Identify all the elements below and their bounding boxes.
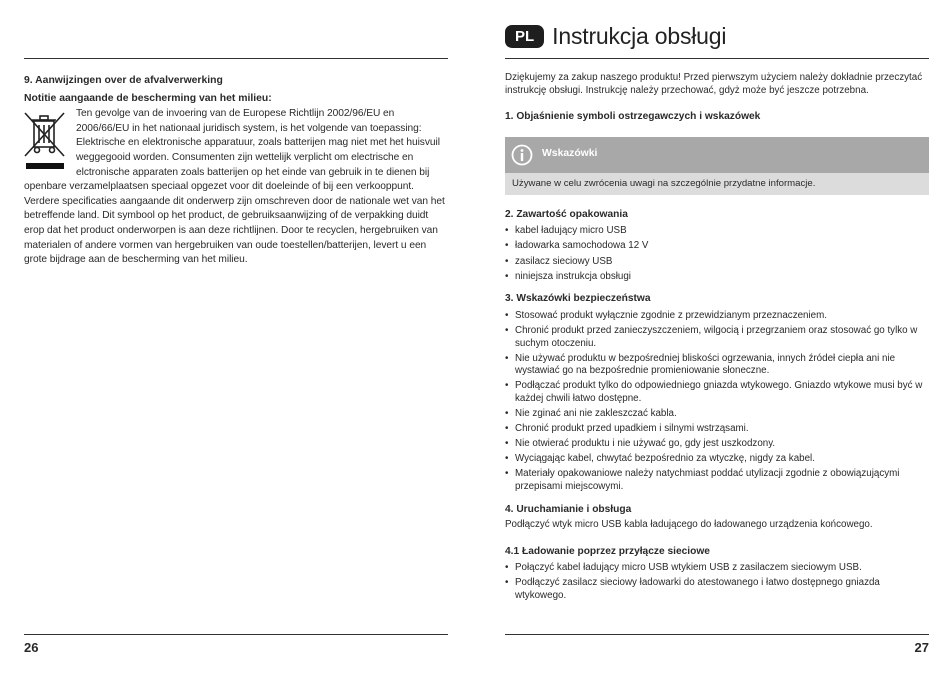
manual-content [505,72,929,605]
top-rule-left [24,58,448,59]
list-item: • Podłączyć zasilacz sieciowy ładowarki do atestowanego i łatwo dostępnego gniazda wtykowego. [505,577,929,602]
list-item: • Połączyć kabel ładujący micro USB wtykiem USB z zasilaczem sieciowym USB. [505,562,929,575]
section-4-1-title: 4.1 Ładowanie poprzez przyłącze sieciowe [505,545,710,557]
page-title: Instrukcja obsługi [552,22,727,49]
crossed-out-wheelie-bin-icon [22,110,70,174]
bottom-rule-right [505,634,929,635]
list-item: • Nie zginać ani nie zakleszczać kabla. [505,408,929,421]
info-icon [511,144,533,166]
list-item: • Nie używać produktu w bezpośredniej bliskości ogrzewania, innych źródeł ciepła ani nie wystawiać go na bezpośrednie promieniowanie słoneczne. [505,353,929,378]
package-contents-list [505,225,929,283]
disposal-section-title: 9. Aanwijzingen over de afvalverwerking [24,75,223,86]
disposal-section [24,74,448,268]
list-item: • Materiały opakowaniowe należy natychmiast poddać utylizacji zgodnie z obowiązującymi przepisami miejscowymi. [505,468,929,493]
list-item: • zasilacz sieciowy USB [505,256,929,269]
list-item: • niniejsza instrukcja obsługi [505,271,929,284]
safety-list [505,310,929,494]
language-badge: PL [505,25,544,48]
right-page [475,0,950,682]
page-number-left: 26 [24,640,39,655]
environment-note-paragraph: Ten gevolge van de invoering van de Europese Richtlijn 2002/96/EU en 2006/66/EU in het nationaal juridisch system, is het volgende van toepassing: Elektrische en elektronische apparatuur, zoals batterijen mag niet met het huisvuil weggegooid worden. Consumenten zijn wettelijk verplicht om electrische en elctronische apparaten zoals batterijen op het einde van gebruik in te dienen bij openbare verzamelplaatsen speciaal opgezet voor dit doeleinde of bij een verkooppunt. Verdere specificaties aangaande dit onderwerp zijn omschreven door de nationale wet van het betreffende land. Dit symbool op het product, de gebruiksaanwijzing of de verpakking duidt erop dat het product onderworpen is aan deze richtlijnen. Door te recyclen, hergebruiken van materialen of andere vormen van hergebruiken van oude toestellen/batterijen, levert u een grote bijdrage aan de bescherming van het milieu. [24,108,445,266]
section-2-title: 2. Zawartość opakowania [505,208,628,220]
section-3-title: 3. Wskazówki bezpieczeństwa [505,293,651,305]
list-item: • Stosować produkt wyłącznie zgodnie z przewidzianym przeznaczeniem. [505,310,929,323]
list-item: • kabel ładujący micro USB [505,225,929,238]
environment-note-title: Notitie aangaande de bescherming van het milieu: [24,92,272,104]
list-item: • Nie otwierać produktu i nie używać go, gdy jest uszkodzony. [505,438,929,451]
list-item: • Chronić produkt przed upadkiem i silnymi wstrząsami. [505,423,929,436]
note-label: Wskazówki [542,148,598,160]
section-4-text: Podłączyć wtyk micro USB kabla ładującego do ładowanego urządzenia końcowego. [505,519,873,531]
section-4-title: 4. Uruchamianie i obsługa [505,503,632,515]
note-text: Używane w celu zwrócenia uwagi na szczególnie przydatne informacje. [505,173,929,195]
page-header [505,24,726,48]
top-rule-right [505,58,929,59]
section-1-title: 1. Objaśnienie symboli ostrzegawczych i wskazówek [505,111,761,123]
note-box [505,137,929,195]
list-item: • ładowarka samochodowa 12 V [505,240,929,253]
note-header [505,137,929,173]
list-item: • Wyciągając kabel, chwytać bezpośrednio za wtyczkę, nigdy za kabel. [505,453,929,466]
bottom-rule-left [24,634,448,635]
list-item: • Chronić produkt przed zanieczyszczeniem, wilgocią i przegrzaniem oraz stosować go tylko w suchym otoczeniu. [505,325,929,350]
page-number-right: 27 [914,640,929,655]
mains-charging-list [505,562,929,602]
intro-text: Dziękujemy za zakup naszego produktu! Przed pierwszym użyciem należy dokładnie przeczytać instrukcję obsługi. Instrukcję należy przechować, gdyż może być jeszcze potrzebna. [505,72,923,96]
list-item: • Podłączać produkt tylko do odpowiedniego gniazda wtykowego. Gniazdo wtykowe musi być w każdej chwili łatwo dostępne. [505,380,929,405]
